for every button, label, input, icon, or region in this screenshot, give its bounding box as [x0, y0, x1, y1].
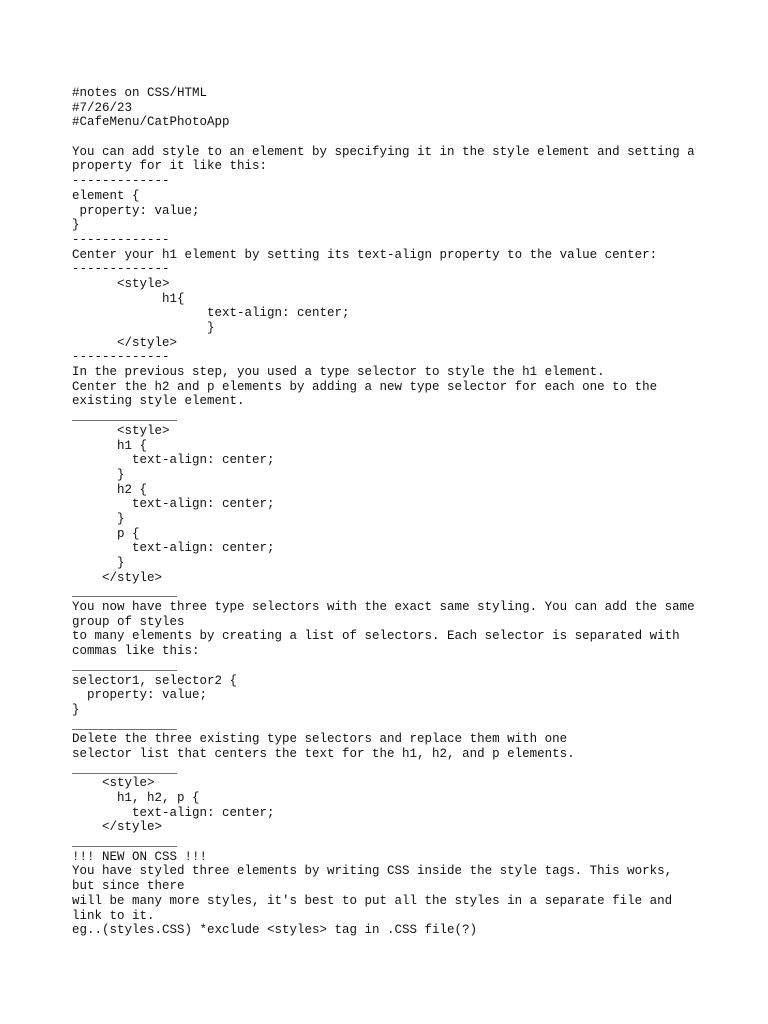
document-line: -------------	[72, 232, 170, 247]
document-line: h1, h2, p {	[72, 791, 200, 805]
document-line: ______________	[72, 658, 178, 673]
document-line: but since there	[72, 879, 185, 894]
document-line: commas like this:	[72, 644, 200, 659]
document-line: -------------	[72, 262, 170, 277]
document-line: #notes on CSS/HTML	[72, 86, 208, 100]
document-line: In the previous step, you used a type selector to style the h1 element.	[72, 365, 605, 380]
document-line: <style>	[72, 423, 170, 438]
document-line: property: value;	[72, 688, 208, 703]
document-line: -------------	[72, 174, 170, 189]
document-line: existing style element.	[72, 394, 245, 409]
document-line: link to it.	[72, 908, 155, 923]
document-line: </style>	[72, 820, 163, 835]
document-line: h1{	[72, 291, 185, 306]
document-line: text-align: center;	[72, 541, 275, 556]
document-line: h2 {	[72, 482, 148, 497]
document-line: Delete the three existing type selectors and replace them with one	[72, 732, 568, 747]
document-line: will be many more styles, it's best to put all the styles in a separate file and	[72, 893, 673, 908]
document-line: }	[72, 467, 125, 482]
document-line: }	[72, 511, 125, 526]
document-line: property: value;	[72, 203, 200, 218]
document-line: !!! NEW ON CSS !!!	[72, 849, 208, 864]
document-line: You now have three type selectors with the exact same styling. You can add the same	[72, 600, 695, 615]
document-line: Center the h2 and p elements by adding a new type selector for each one to the	[72, 379, 658, 394]
document-line: }	[72, 218, 80, 233]
document-line: <style>	[72, 776, 155, 791]
document-line: You can add style to an element by specifying it in the style element and setting a	[72, 144, 695, 159]
document-line: ______________	[72, 409, 178, 424]
document-line: ______________	[72, 717, 178, 732]
document-line: element {	[72, 188, 140, 203]
document-line: text-align: center;	[72, 805, 275, 820]
document-line: ______________	[72, 585, 178, 600]
document-line: <style>	[72, 276, 170, 291]
document-line: }	[72, 556, 125, 570]
document-line: text-align: center;	[72, 497, 275, 512]
document-line: group of styles	[72, 614, 185, 629]
document-line: ______________	[72, 761, 178, 776]
document-line: selector1, selector2 {	[72, 673, 238, 688]
document-line: </style>	[72, 335, 178, 350]
document-line: to many elements by creating a list of selectors. Each selector is separated with	[72, 629, 680, 644]
document-line: property for it like this:	[72, 159, 268, 174]
document-body	[72, 86, 752, 938]
document-line: You have styled three elements by writing CSS inside the style tags. This works,	[72, 864, 673, 879]
document-line: }	[72, 321, 215, 335]
document-line: eg..(styles.CSS) *exclude <styles> tag in .CSS file(?)	[72, 923, 478, 938]
document-line: text-align: center;	[72, 306, 350, 321]
document-line: }	[72, 702, 80, 717]
document-line	[72, 130, 752, 145]
document-line: -------------	[72, 350, 170, 365]
document-line: Center your h1 element by setting its text-align property to the value center:	[72, 247, 658, 262]
document-line: text-align: center;	[72, 453, 275, 468]
document-line: ______________	[72, 835, 178, 850]
document-line: #CafeMenu/CatPhotoApp	[72, 115, 230, 130]
document-line: p {	[72, 526, 140, 541]
document-line: </style>	[72, 570, 163, 585]
document-line: selector list that centers the text for the h1, h2, and p elements.	[72, 746, 575, 761]
document-line: #7/26/23	[72, 100, 133, 115]
document-line: h1 {	[72, 438, 148, 453]
